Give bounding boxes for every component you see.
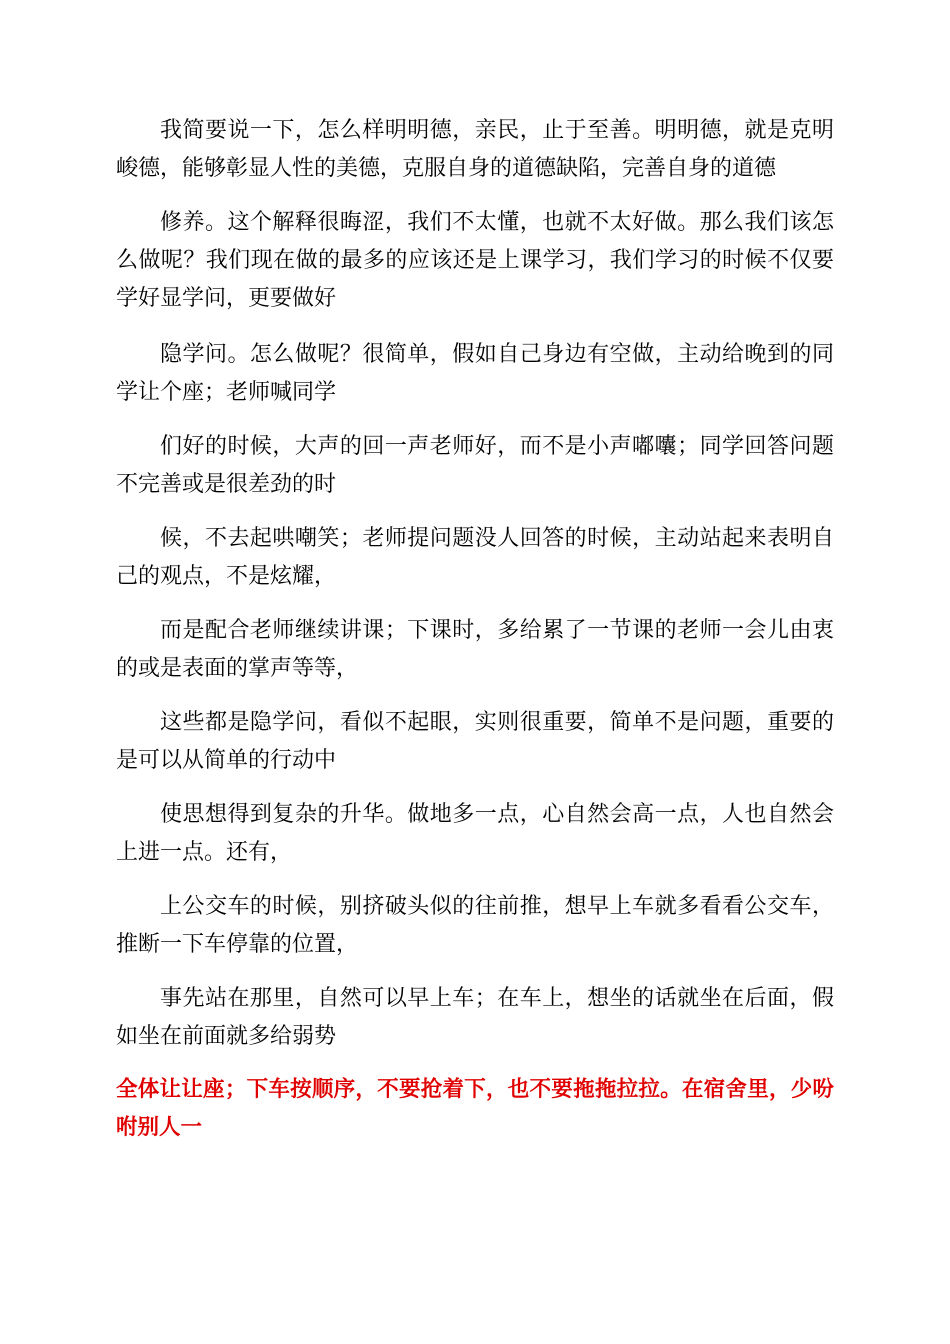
paragraph-1: 我简要说一下，怎么样明明德，亲民，止于至善。明明德，就是克明峻德，能够彰显人性的美德，克服自身的道德缺陷，完善自身的道德	[116, 118, 834, 181]
paragraph-4: 们好的时候，大声的回一声老师好，而不是小声嘟囔；同学回答问题不完善或是很差劲的时	[116, 434, 834, 497]
paragraph-9: 上公交车的时候，别挤破头似的往前推，想早上车就多看看公交车，推断一下车停靠的位置，	[116, 894, 834, 957]
paragraph-2: 修养。这个解释很晦涩，我们不太懂，也就不太好做。那么我们该怎么做呢？我们现在做的最多的应该还是上课学习，我们学习的时候不仅要学好显学问，更要做好	[116, 210, 834, 311]
highlighted-paragraph: 全体让让座；下车按顺序，不要抢着下，也不要拖拖拉拉。在宿舍里，少吩咐别人一	[116, 1077, 834, 1140]
paragraph-6: 而是配合老师继续讲课；下课时，多给累了一节课的老师一会儿由衷的或是表面的掌声等等，	[116, 618, 834, 681]
paragraph-10: 事先站在那里，自然可以早上车；在车上，想坐的话就坐在后面，假如坐在前面就多给弱势	[116, 986, 834, 1049]
paragraph-5: 候，不去起哄嘲笑；老师提问题没人回答的时候，主动站起来表明自己的观点，不是炫耀，	[116, 526, 834, 589]
paragraph-3: 隐学问。怎么做呢？很简单，假如自己身边有空做，主动给晚到的同学让个座；老师喊同学	[116, 342, 834, 405]
paragraph-7: 这些都是隐学问，看似不起眼，实则很重要，简单不是问题，重要的是可以从简单的行动中	[116, 710, 834, 773]
paragraph-8: 使思想得到复杂的升华。做地多一点，心自然会高一点，人也自然会上进一点。还有，	[116, 802, 834, 865]
